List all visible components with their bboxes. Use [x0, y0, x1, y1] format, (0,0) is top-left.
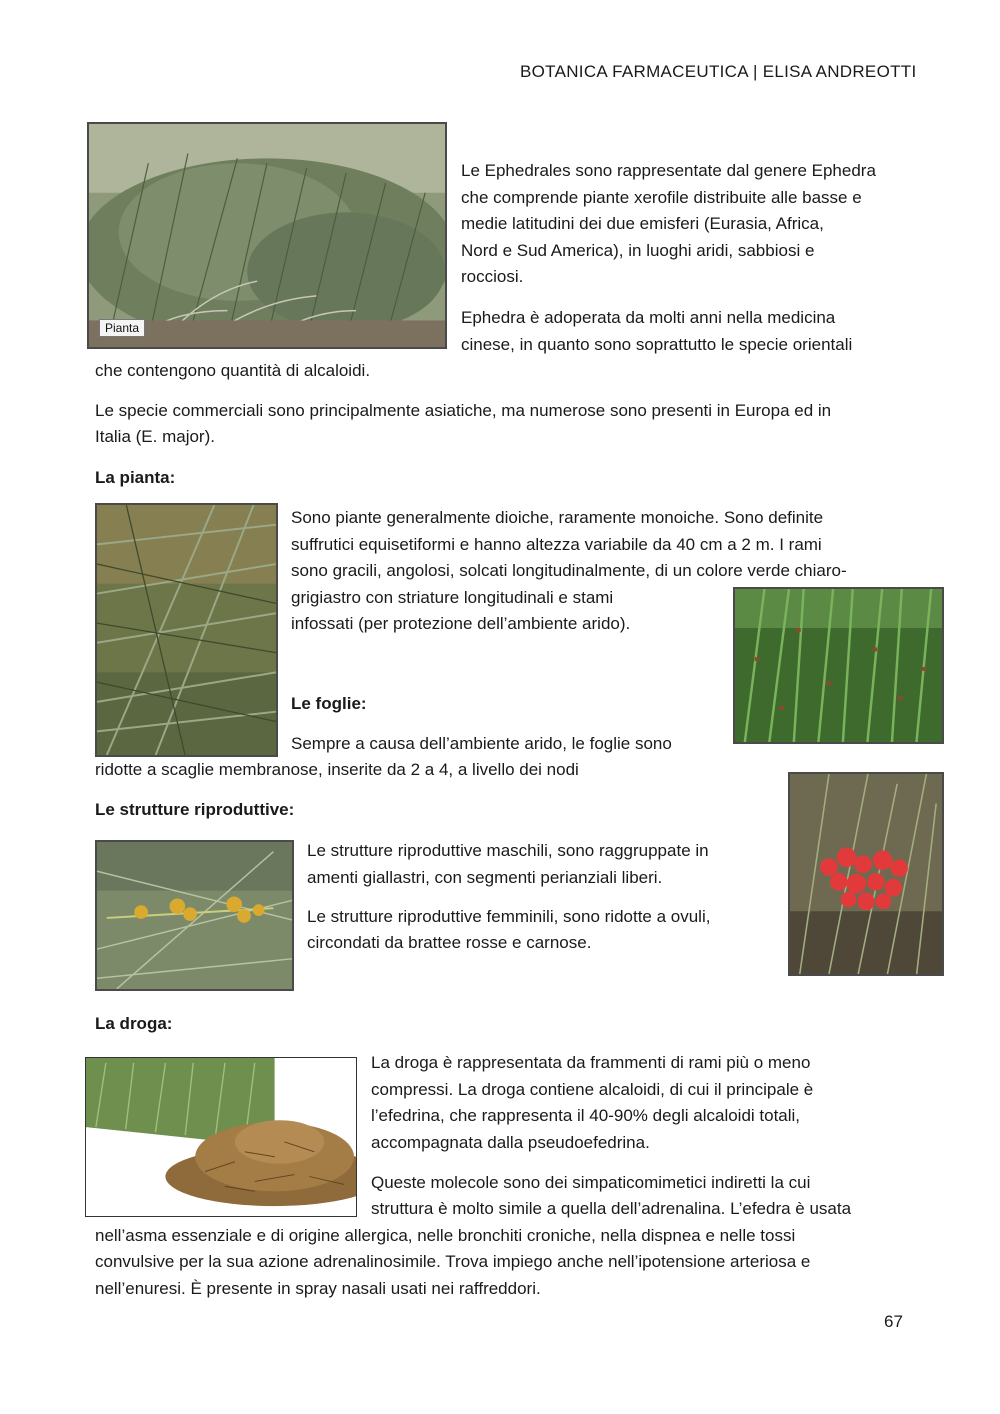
intro-line: rocciosi. [461, 267, 524, 286]
nodes-illustration-icon [735, 589, 942, 742]
pianta-line: sono gracili, angolosi, solcati longitudinalmente, di un colore verde chiaro- [291, 561, 847, 580]
ephedra-stems-photo [95, 503, 278, 757]
dried-drug-pile-photo [85, 1057, 357, 1217]
strutture-line: Le strutture riproduttive femminili, sono ridotte a ovuli, [307, 907, 711, 926]
intro-line: Italia (E. major). [95, 427, 215, 446]
intro-line: cinese, in quanto sono soprattutto le specie orientali [461, 335, 853, 354]
droga-line: nell’asma essenziale e di origine allergica, nelle bronchiti croniche, nella dispnea e nelle tossi [95, 1226, 796, 1245]
droga-line: compressi. La droga contiene alcaloidi, di cui il principale è [371, 1080, 814, 1099]
running-header: BOTANICA FARMACEUTICA | ELISA ANDREOTTI [520, 62, 917, 81]
foglie-line: ridotte a scaglie membranose, inserite da 2 a 4, a livello dei nodi [95, 760, 579, 779]
shrub-illustration-icon [89, 124, 445, 347]
foglie-line: Sempre a causa dell’ambiente arido, le foglie sono [291, 734, 672, 753]
droga-line: accompagnata dalla pseudoefedrina. [371, 1133, 650, 1152]
ephedra-shrub-photo [87, 122, 447, 349]
figure-caption-pianta: Pianta [99, 319, 145, 337]
pianta-line: infossati (per protezione dell’ambiente arido). [291, 614, 631, 633]
strutture-line: circondati da brattee rosse e carnose. [307, 933, 592, 952]
section-heading-strutture: Le strutture riproduttive: [95, 800, 295, 819]
pianta-line: Sono piante generalmente dioiche, raramente monoiche. Sono definite [291, 508, 824, 527]
intro-line: Ephedra è adoperata da molti anni nella medicina [461, 308, 836, 327]
intro-line: che comprende piante xerofile distribuite alle basse e [461, 188, 862, 207]
intro-line: Nord e Sud America), in luoghi aridi, sabbiosi e [461, 241, 815, 260]
section-heading-pianta: La pianta: [95, 468, 176, 487]
female-red-cones-photo [788, 772, 944, 976]
droga-line: Queste molecole sono dei simpaticomimetici indiretti la cui [371, 1173, 811, 1192]
droga-line: La droga è rappresentata da frammenti di rami più o meno [371, 1053, 811, 1072]
page-number: 67 [884, 1312, 903, 1331]
droga-line: l’efedrina, che rappresenta il 40-90% degli alcaloidi totali, [371, 1106, 801, 1125]
male-cones-illustration-icon [97, 842, 292, 989]
female-cones-illustration-icon [790, 774, 942, 974]
strutture-line: Le strutture riproduttive maschili, sono raggruppate in [307, 841, 709, 860]
droga-line: nell’enuresi. È presente in spray nasali usati nei raffreddori. [95, 1279, 541, 1298]
droga-line: struttura è molto simile a quella dell’adrenalina. L’efedra è usata [371, 1199, 852, 1218]
drug-pile-illustration-icon [86, 1058, 356, 1216]
droga-line: convulsive per la sua azione adrenalinosimile. Trova impiego anche nell’ipotensione arteriosa e [95, 1252, 811, 1271]
intro-line: medie latitudini dei due emisferi (Eurasia, Africa, [461, 214, 824, 233]
intro-line: che contengono quantità di alcaloidi. [95, 361, 371, 380]
section-heading-droga: La droga: [95, 1014, 173, 1033]
intro-line: Le specie commerciali sono principalmente asiatiche, ma numerose sono presenti in Europa ed in [95, 401, 832, 420]
intro-line: Le Ephedrales sono rappresentate dal genere Ephedra [461, 161, 876, 180]
stems-illustration-icon [97, 505, 276, 755]
male-strobili-photo [95, 840, 294, 991]
strutture-line: amenti giallastri, con segmenti perianziali liberi. [307, 868, 663, 887]
pianta-line: grigiastro con striature longitudinali e stami [291, 588, 614, 607]
section-heading-foglie: Le foglie: [291, 694, 367, 713]
ephedra-nodes-photo [733, 587, 944, 744]
pianta-line: suffrutici equisetiformi e hanno altezza variabile da 40 cm a 2 m. I rami [291, 535, 822, 554]
